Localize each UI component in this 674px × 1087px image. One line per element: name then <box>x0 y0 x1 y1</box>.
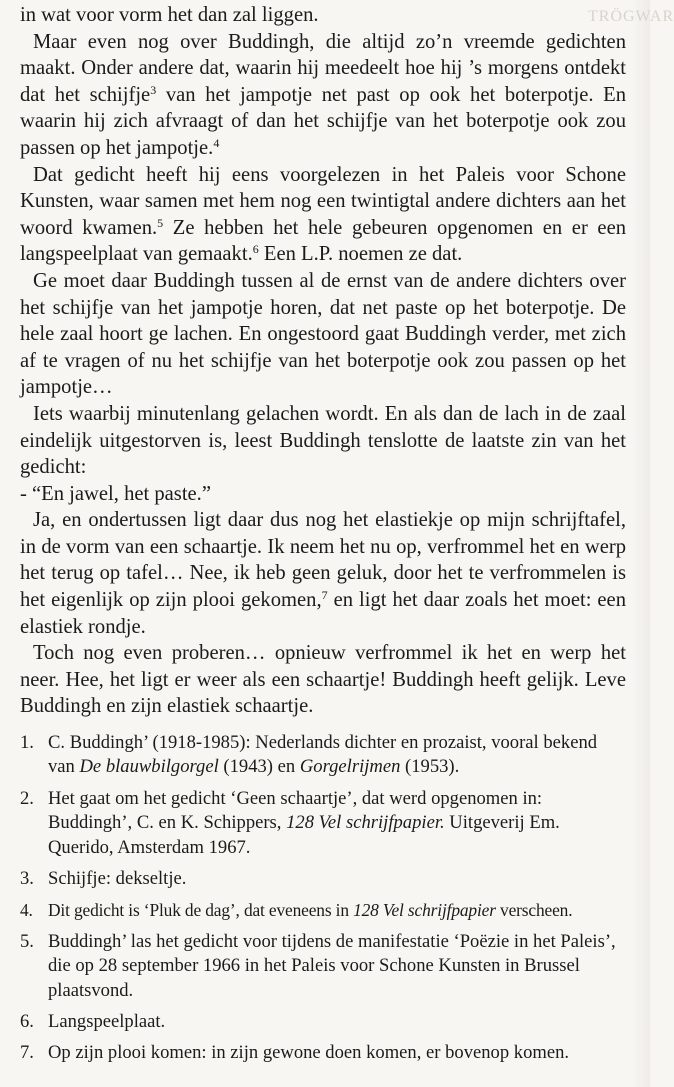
text-run: Buddingh’ las het gedicht voor tijdens de manifestatie ‘Poëzie in het Paleis’, die op 28 september 1966 in het Paleis voor Schone Kunsten in Brussel plaatsvond. <box>48 930 616 1001</box>
footnote <box>20 1010 628 1034</box>
paragraph: Toch nog even proberen… opnieuw verfrommel ik het en werp het neer. Hee, het ligt er weer als een schaartje! Buddingh heeft gelijk. Leve Buddingh en zijn elastiek schaartje. <box>20 642 626 718</box>
body-text <box>20 2 626 720</box>
text-run: en ligt het daar zoals het moet: een elastiek rondje. <box>20 589 626 638</box>
bleed-through-text: TRÖGWAR <box>588 8 674 25</box>
footnote <box>20 930 628 1003</box>
paragraph: Iets waarbij minutenlang gelachen wordt. En als dan de lach in de zaal eindelijk uitgestorven is, leest Buddingh tenslotte de laatste zin van het gedicht: <box>20 402 626 479</box>
footnote-number: 4. <box>20 900 33 921</box>
text-run: Dit gedicht is ‘Pluk de dag’, dat eveneens in <box>48 900 354 921</box>
footnote <box>20 1041 628 1065</box>
page-edge-shadow <box>632 0 650 1087</box>
text-run: Uitgeverij Em. Querido, Amsterdam 1967. <box>48 812 560 858</box>
text-run: Ja, en ondertussen ligt daar dus nog het elastiekje op mijn schrijftafel, in de vorm van een schaartje. Ik neem het nu op, verfrommel het en werp het terug op tafel… Nee, ik heb geen geluk, door het te verfrommelen is het eigenlijk op zijn plooi gekomen, <box>20 509 626 612</box>
text-run: C. Buddingh’ (1918-1985): Nederlands dichter en prozaist, vooral bekend van <box>48 732 598 778</box>
text-run: Langspeelplaat. <box>48 1011 166 1033</box>
italic-title: 128 Vel schrijfpapier <box>353 900 496 921</box>
footnote <box>20 787 628 860</box>
footnotes-list <box>20 731 628 1066</box>
footnote-ref: 6 <box>252 242 259 257</box>
footnote-number: 7. <box>20 1042 34 1064</box>
paragraph: in wat voor vorm het dan zal liggen. <box>20 4 319 26</box>
paragraph <box>20 29 626 162</box>
italic-title: 128 Vel schrijfpapier. <box>286 812 445 834</box>
paragraph <box>20 162 626 268</box>
text-run: Het gaat om het gedicht ‘Geen schaartje’, dat werd opgenomen in: Buddingh’, C. en K. Schippers, <box>48 787 543 834</box>
italic-title: Gorgelrijmen <box>299 756 401 778</box>
text-run: Ze hebben het hele gebeuren opgenomen en er een langspeelplaat van gemaakt. <box>20 216 627 266</box>
italic-title: De blauwbilgorgel <box>79 756 219 778</box>
footnote-number: 2. <box>20 787 34 809</box>
footnote <box>20 731 628 780</box>
footnote <box>20 898 628 922</box>
footnote-ref: 5 <box>157 215 164 230</box>
footnote-number: 1. <box>20 732 34 753</box>
text-run: Op zijn plooi komen: in zijn gewone doen komen, er bovenop komen. <box>48 1042 570 1064</box>
footnote-number: 6. <box>20 1011 34 1033</box>
footnote <box>20 867 628 891</box>
text-run: Dat gedicht heeft hij eens voorgelezen in het Paleis voor Schone Kunsten, waar samen met hem nog een twintigtal andere dichters aan het woord kwamen. <box>20 163 626 239</box>
text-run: Schijfje: dekseltje. <box>48 868 187 890</box>
text-run: Maar even nog over Buddingh, die altijd zo’n vreemde gedichten maakt. Onder andere dat, waarin hij meedeelt hoe hij ’s morgens ontdekt dat het schijfje <box>20 30 626 106</box>
paragraph: - “En jawel, het paste.” <box>20 482 211 505</box>
text-run: van het jampotje net past op ook het boterpotje. En waarin hij zich afvraagt of dan het schijfje van het boterpotje ook zou passen op het jampotje. <box>20 83 626 159</box>
footnote-ref: 7 <box>321 588 328 603</box>
text-run: Een L.P. noemen ze dat. <box>258 243 463 266</box>
text-run: verscheen. <box>495 900 573 921</box>
footnote-ref: 3 <box>150 82 157 97</box>
footnote-number: 5. <box>20 930 34 952</box>
paragraph: Ge moet daar Buddingh tussen al de ernst van de andere dichters over het schijfje van het jampotje horen, dat net paste op het boterpotje. De hele zaal hoort ge lachen. En ongestoord gaat Buddingh verder, met zich af te vragen of nu het schijfje van het boterpotje ook zou passen op het jampotje… <box>20 269 626 399</box>
text-run: (1943) en <box>218 756 300 778</box>
paragraph <box>20 507 626 640</box>
footnote-ref: 4 <box>213 135 220 150</box>
text-run: (1953). <box>400 756 460 778</box>
footnote-number: 3. <box>20 868 34 890</box>
